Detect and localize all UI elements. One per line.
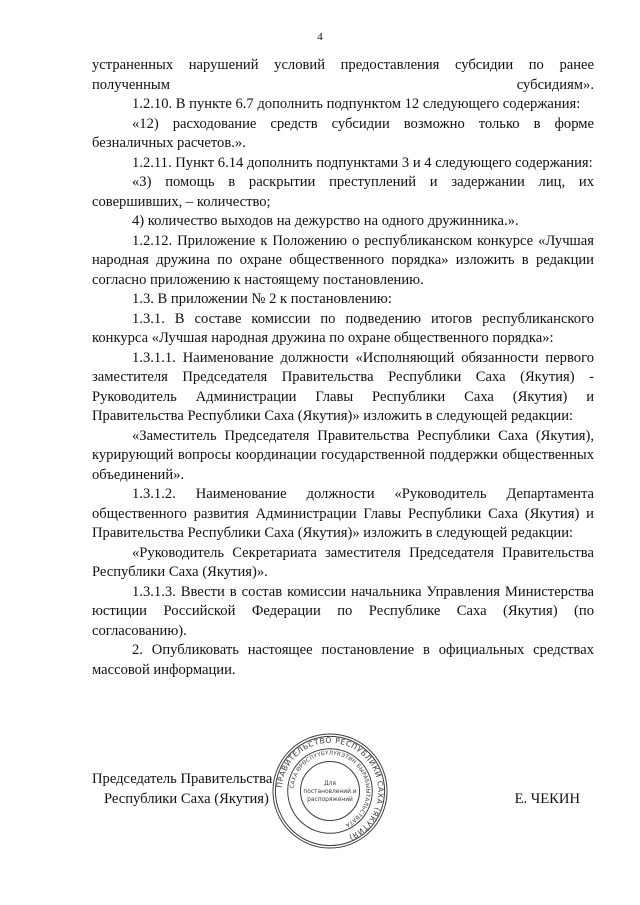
paragraph-2-publish: 2. Опубликовать настоящее постановление в официальных средствах массовой информации.	[92, 642, 594, 678]
paragraph-1-3: 1.3. В приложении № 2 к постановлению:	[132, 291, 392, 307]
paragraph-1-2-11: 1.2.11. Пункт 6.14 дополнить подпунктами 3 и 4 следующего содержания:	[132, 154, 593, 171]
paragraph-1-2-10: 1.2.10. В пункте 6.7 дополнить подпунктом 12 следующего содержания:	[132, 96, 581, 112]
paragraph-1-3-1: 1.3.1. В составе комиссии по подведению итогов республиканского конкурса «Лучшая народная дружина по охране общественного порядка»:	[92, 310, 594, 346]
paragraph-item-4: 4) количество выходов на дежурство на одного дружинника.».	[132, 213, 519, 229]
signatory-title-line2: Республики Саха (Якутия)	[104, 791, 269, 807]
paragraph-1-3-1-3: 1.3.1.3. Ввести в состав комиссии начальника Управления Министерства юстиции Российской Федерации по Республике Саха (Якутия) (по согласованию).	[92, 583, 594, 639]
paragraph-quote-3: «3) помощь в раскрытии преступлений и задержании лиц, их совершивших, – количество;	[92, 174, 594, 210]
paragraph-1-2-12: 1.2.12. Приложение к Положению о республиканском конкурсе «Лучшая народная дружина по охране общественного порядка» изложить в редакции согласно приложению к настоящему постановлению.	[92, 232, 594, 288]
paragraph-quote-secretariat: «Руководитель Секретариата заместителя Председателя Правительства Республики Саха (Якутия)».	[92, 544, 594, 580]
official-seal-stamp	[271, 732, 389, 850]
paragraph-continuation: устраненных нарушений условий предоставления субсидии по ранее полученным субсидиям».	[92, 57, 594, 93]
signatory-title-line1: Председатель Правительства	[92, 771, 273, 787]
seal-inner-text: САХА ӨРӨСПҮҮБҮЛҮКЭТИН БЫРАБЫЫТАЛЬСТВАТА	[289, 750, 371, 828]
paragraph-1-3-1-1: 1.3.1.1. Наименование должности «Исполняющий обязанности первого заместителя Председателя Правительства Республики Саха (Якутия) - Руководитель Администрации Главы Республики Саха (Якутия) и Правительства Республики Саха (Якутия)» изложить в следующей редакции:	[92, 349, 594, 424]
signatory-name: Е. ЧЕКИН	[514, 791, 580, 807]
svg-text:Для: Для	[324, 781, 336, 788]
svg-text:постановлений и: постановлений и	[303, 788, 357, 795]
paragraph-quote-deputy: «Заместитель Председателя Правительства Республики Саха (Якутия), курирующий вопросы координации государственной поддержки общественных объединений».	[92, 427, 594, 483]
page-number: 4	[317, 31, 323, 43]
document-body	[92, 56, 594, 680]
svg-text:распоряжений: распоряжений	[307, 796, 353, 803]
seal-outer-text: ПРАВИТЕЛЬСТВО РЕСПУБЛИКИ САХА (ЯКУТИЯ)	[274, 735, 386, 843]
paragraph-quote-12: «12) расходование средств субсидии возможно только в форме безналичных расчетов.».	[92, 115, 594, 151]
seal-center-text	[303, 781, 356, 803]
paragraph-1-3-1-2: 1.3.1.2. Наименование должности «Руководитель Департамента общественного развития Администрации Главы Республики Саха (Якутия) и Правительства Республики Саха (Якутия)» изложить в следующей редакции:	[92, 486, 594, 541]
